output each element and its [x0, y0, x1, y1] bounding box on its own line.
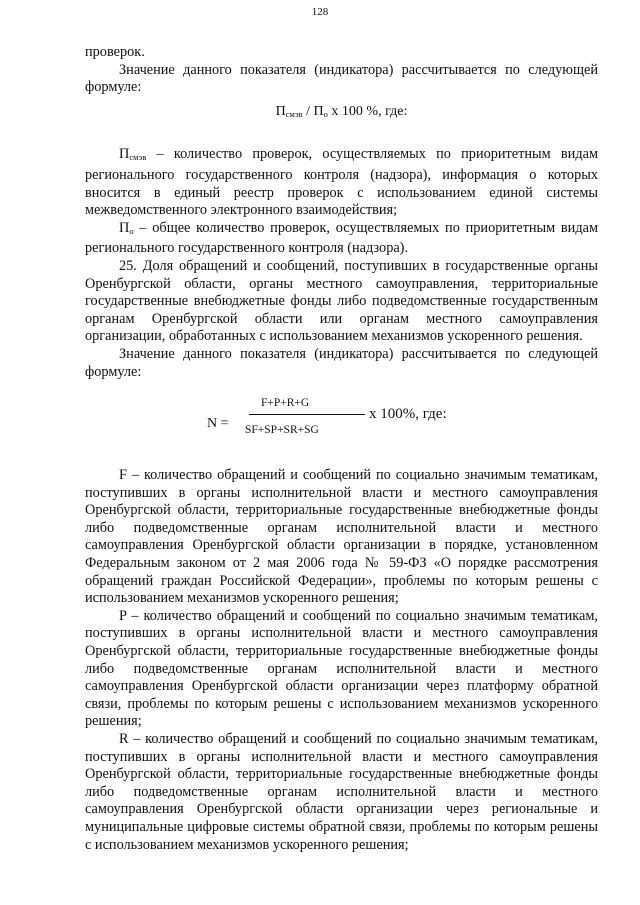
definition-p-o-subscript: о [129, 225, 134, 236]
formula-1-numerator-subscript: смэв [285, 108, 303, 119]
definition-p-smev [85, 146, 598, 219]
definition-p-smev-subscript: смэв [129, 152, 147, 163]
formula-2-rhs: x 100%, где: [369, 406, 447, 423]
formula-1-denominator-subscript: о [323, 108, 328, 119]
formula-2-fraction-bar [249, 414, 365, 415]
definition-p-smev-symbol: П [119, 146, 130, 163]
page-number: 128 [311, 6, 329, 18]
definition-p-smev-text: – количество проверок, осуществляемых по приоритетным видам регионального государственного контроля (надзора), информация о которых вносится в единый реестр проверок с использованием единой системы межведомственного электронного взаимодействия; [85, 146, 598, 219]
formula-1 [85, 103, 598, 124]
document-body [85, 44, 598, 854]
formula-1-numerator-symbol: П [275, 103, 286, 119]
definition-r: R – количество обращений и сообщений по социально значимым тематикам, поступивших в органы исполнительной власти и местного самоуправления Оренбургской области, территориальные государственные внебюджетные фонды либо подведомственные органам исполнительной власти и местного самоуправления Оренбургской области организации через региональные и муниципальные цифровые системы обратной связи, проблемы по которым решены с использованием механизмов ускоренного решения; [85, 731, 598, 853]
paragraph-formula-intro-1: Значение данного показателя (индикатора) рассчитывается по следующей формуле: [85, 61, 598, 96]
definition-f: F – количество обращений и сообщений по социально значимым тематикам, поступивших в органы исполнительной власти и местного самоуправления Оренбургской области, территориальные государственные внебюджетные фонды либо подведомственные органам исполнительной власти и местного самоуправления Оренбургской области организации в порядке, установленном Федеральным законом от 2 мая 2006 года № 59-ФЗ «О порядке рассмотрения обращений граждан Российской Федерации», проблемы по которым решены с использованием механизмов ускоренного решения; [85, 467, 598, 607]
formula-2-numerator: F+P+R+G [261, 397, 310, 410]
paragraph-continuation: проверок. [85, 44, 145, 60]
definition-p-o-symbol: П [119, 219, 130, 236]
formula-2 [85, 394, 598, 450]
paragraph-item-25: 25. Доля обращений и сообщений, поступивших в государственные органы Оренбургской области, органы местного самоуправления, территориальные государственные внебюджетные фонды либо подведомственные государственным органам Оренбургской области или органам местного самоуправления организации, обработанных с использованием механизмов ускоренного решения. [85, 257, 598, 345]
paragraph-formula-intro-2: Значение данного показателя (индикатора) рассчитывается по следующей формуле: [85, 345, 598, 380]
definition-p: P – количество обращений и сообщений по социально значимым тематикам, поступивших в органы исполнительной власти и местного самоуправления Оренбургской области, территориальные государственные внебюджетные фонды либо подведомственные органам исполнительной власти и местного самоуправления Оренбургской области организации через платформу обратной связи, проблемы по которым решены с использованием механизмов ускоренного решения; [85, 607, 598, 730]
formula-2-denominator: SF+SP+SR+SG [245, 424, 319, 437]
formula-1-tail: x 100 %, где: [327, 103, 408, 119]
formula-2-lhs: N = [207, 416, 229, 432]
definition-p-o-text: – общее количество проверок, осуществляемых по приоритетным видам регионального государственного контроля (надзора). [85, 219, 598, 257]
definition-p-o [85, 220, 598, 258]
formula-1-divider: / П [302, 103, 324, 119]
